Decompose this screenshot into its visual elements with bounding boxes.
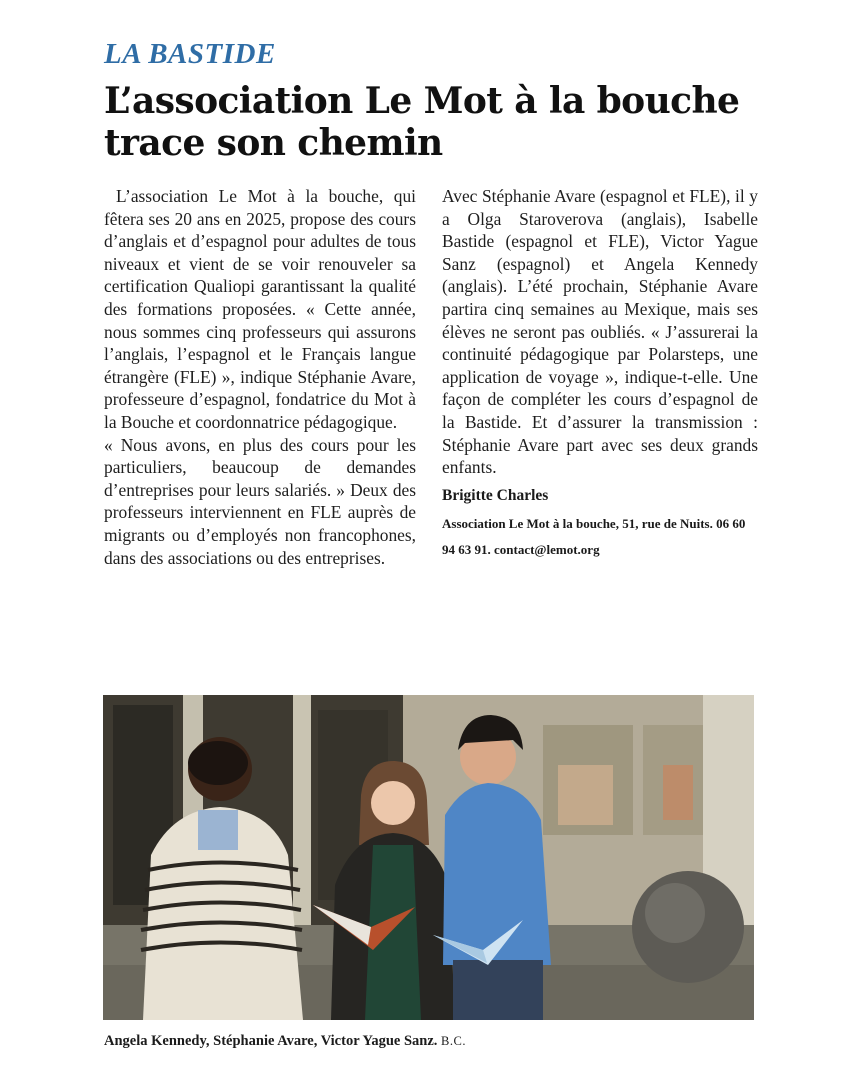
section-kicker: LA BASTIDE (104, 38, 276, 70)
body-column-right (442, 185, 758, 563)
body-paragraph-1: L’association Le Mot à la bouche, qui fêtera ses 20 ans en 2025, propose des cours d’anglais et d’espagnol pour adultes de tous niveaux et vient de se voir renouveler sa certification Qualiopi garantissant la qualité des formations proposées. « Cette année, nous sommes cinq professeurs qui assurons l’anglais, l’espagnol et le Français langue étrangère (FLE) », indique Stéphanie Avare, professeure d’espagnol, fondatrice du Mot à la Bouche et coordonnatrice pédagogique. (104, 186, 416, 432)
article-headline: L’association Le Mot à la bouche trace son chemin (104, 80, 740, 164)
body-paragraph-3: Avec Stéphanie Avare (espagnol et FLE), il y a Olga Staroverova (anglais), Isabelle Bastide (espagnol et FLE), Victor Yague Sanz (espagnol) et Angela Kennedy (anglais). L’été prochain, Stéphanie Avare partira cinq semaines au Mexique, mais ses élèves ne seront pas oubliés. « J’assurerai la continuité pédagogique par Polarsteps, une application de voyage », indique-t-elle. Une façon de compléter les cours d’espagnol de la Bastide. Et d’assurer la transmission : Stéphanie Avare part avec ses deux grands enfants. (442, 186, 758, 478)
body-paragraph-2: « Nous avons, en plus des cours pour les particuliers, beaucoup de demandes d’entreprises pour leurs salariés. » Deux des professeurs interviennent en FLE auprès de migrants ou d’employés non francophones, dans des associations ou des entreprises. (104, 434, 416, 568)
photo-credit: B.C. (441, 1034, 466, 1048)
caption-names: Angela Kennedy, Stéphanie Avare, Victor Yague Sanz. (104, 1033, 438, 1049)
author-byline: Brigitte Charles (442, 486, 549, 504)
photo-caption (104, 1033, 466, 1050)
contact-info: Association Le Mot à la bouche, 51, rue de Nuits. 06 60 94 63 91. contact@lemot.org (442, 515, 746, 557)
body-column-left (104, 185, 416, 569)
article-photo (103, 695, 754, 1020)
